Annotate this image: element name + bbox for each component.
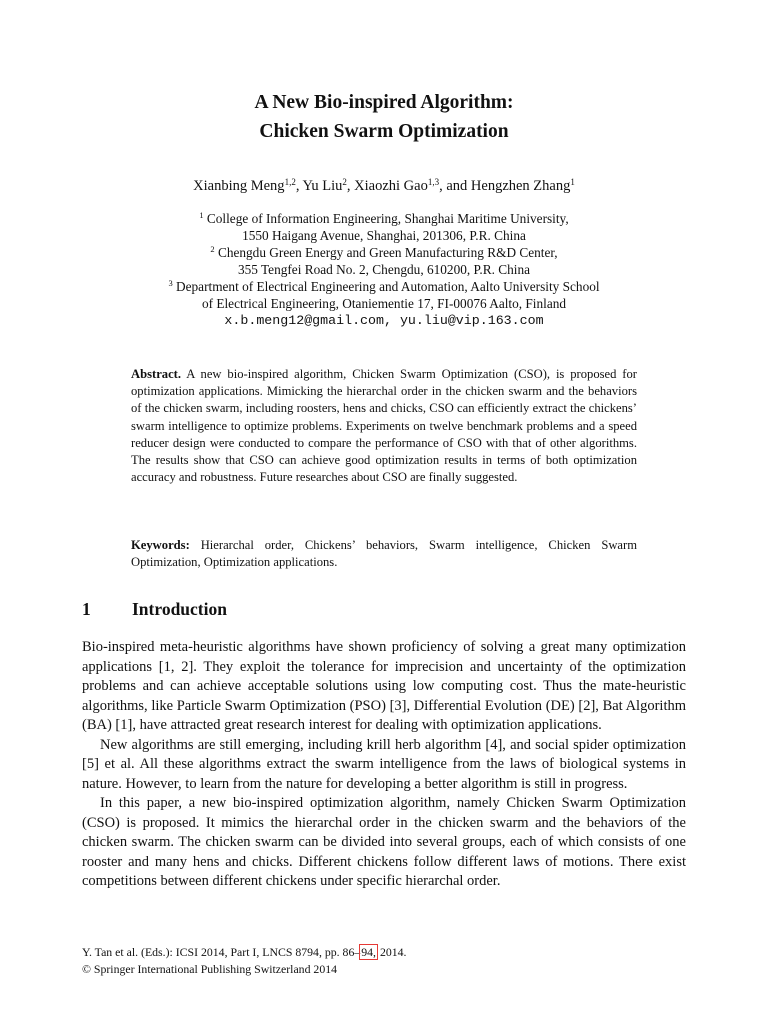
author-separator: , and	[439, 178, 471, 194]
affiliation-1-line-1	[0, 210, 768, 227]
copyright-line: © Springer International Publishing Switzerland 2014	[82, 962, 338, 976]
author-name: Xiaozhi Gao	[354, 178, 428, 194]
section-heading	[82, 598, 682, 620]
title-line-2: Chicken Swarm Optimization	[259, 121, 509, 142]
author-affiliation-marker: 1,2	[284, 177, 296, 187]
author-name: Yu Liu	[302, 178, 343, 194]
citation-line	[82, 944, 686, 961]
affiliation-1-line-2: 1550 Haigang Avenue, Shanghai, 201306, P.R. China	[242, 228, 526, 243]
affiliation-text: College of Information Engineering, Shanghai Maritime University,	[203, 211, 569, 226]
paper-title	[0, 88, 768, 146]
affiliation-marker: 3	[168, 278, 173, 288]
abstract-label: Abstract.	[131, 367, 182, 381]
author-affiliation-marker: 2	[342, 177, 347, 187]
affiliations	[0, 210, 768, 329]
section-title: Introduction	[132, 599, 227, 619]
citation-suffix: 2014.	[377, 945, 407, 959]
section-number: 1	[82, 599, 91, 619]
introduction-body	[82, 638, 686, 892]
author-separator: ,	[346, 178, 355, 194]
author-affiliation-marker: 1,3	[427, 177, 440, 187]
affiliation-3-line-2: of Electrical Engineering, Otaniementie 17, FI-00076 Aalto, Finland	[201, 296, 567, 311]
paragraph: In this paper, a new bio-inspired optimization algorithm, namely Chicken Swarm Optimization (CSO) is proposed. It mimics the hierarchal order in the chicken swarm and the behaviors of the chicken swarm. The chicken swarm can be divided into several groups, each of which consists of one rooster and many hens and chicks. Different chickens follow different laws of motions. There exist competitions between different chickens under specific hierarchal order.	[82, 795, 686, 889]
citation-footer	[82, 944, 686, 978]
affiliation-text: Department of Electrical Engineering and Automation, Aalto University School	[172, 279, 600, 294]
paragraph: Bio-inspired meta-heuristic algorithms have shown proficiency of solving a great many optimization applications [1, 2]. They exploit the tolerance for imprecision and uncertainty of the optimization problems and can achieve acceptable solutions using low computing cost. Thus the mate-heuristic algorithms, like Particle Swarm Optimization (PSO) [3], Differential Evolution (DE) [2], Bat Algorithm (BA) [1], have attracted great research interest for dealing with optimization applications.	[82, 639, 686, 733]
author-list	[0, 176, 768, 196]
abstract-text: A new bio-inspired algorithm, Chicken Swarm Optimization (CSO), is proposed for optimization applications. Mimicking the hierarchal order in the chicken swarm and the behaviors of the chicken swarm, including roosters, hens and chicks, CSO can efficiently extract the chickens’ swarm intelligence to optimize problems. Experiments on twelve benchmark problems and a speed reducer design were conducted to compare the performance of CSO with that of other algorithms. The results show that CSO can achieve good optimization results in terms of both optimization accuracy and robustness. Future researches about CSO are finally suggested.	[131, 367, 637, 485]
affiliation-marker: 1	[199, 210, 204, 220]
abstract	[131, 366, 637, 486]
author-separator: ,	[295, 178, 303, 194]
affiliation-text: Chengdu Green Energy and Green Manufacturing R&D Center,	[214, 245, 558, 260]
paragraph: New algorithms are still emerging, including krill herb algorithm [4], and social spider optimization [5] et al. All these algorithms extract the swarm intelligence from the laws of biological systems in nature. However, to learn from the nature for developing a better algorithm is still in progress.	[82, 736, 686, 792]
affiliation-3-line-1	[0, 278, 768, 295]
affiliation-2-line-1	[0, 244, 768, 261]
highlighted-page-number: 94,	[361, 945, 376, 959]
author-affiliation-marker: 1	[570, 177, 575, 187]
keywords	[131, 537, 637, 571]
author-name: Hengzhen Zhang	[470, 178, 571, 194]
citation-prefix: Y. Tan et al. (Eds.): ICSI 2014, Part I, LNCS 8794, pp. 86–	[82, 945, 361, 959]
affiliation-marker: 2	[210, 244, 215, 254]
keywords-text: Hierarchal order, Chickens’ behaviors, Swarm intelligence, Chicken Swarm Optimization, Optimization applications.	[131, 538, 637, 570]
keywords-label: Keywords:	[131, 538, 190, 552]
affiliation-2-line-2: 355 Tengfei Road No. 2, Chengdu, 610200, P.R. China	[237, 262, 531, 277]
title-line-1: A New Bio-inspired Algorithm:	[254, 92, 514, 113]
author-emails: x.b.meng12@gmail.com, yu.liu@vip.163.com	[224, 313, 544, 328]
author-name: Xianbing Meng	[193, 178, 285, 194]
